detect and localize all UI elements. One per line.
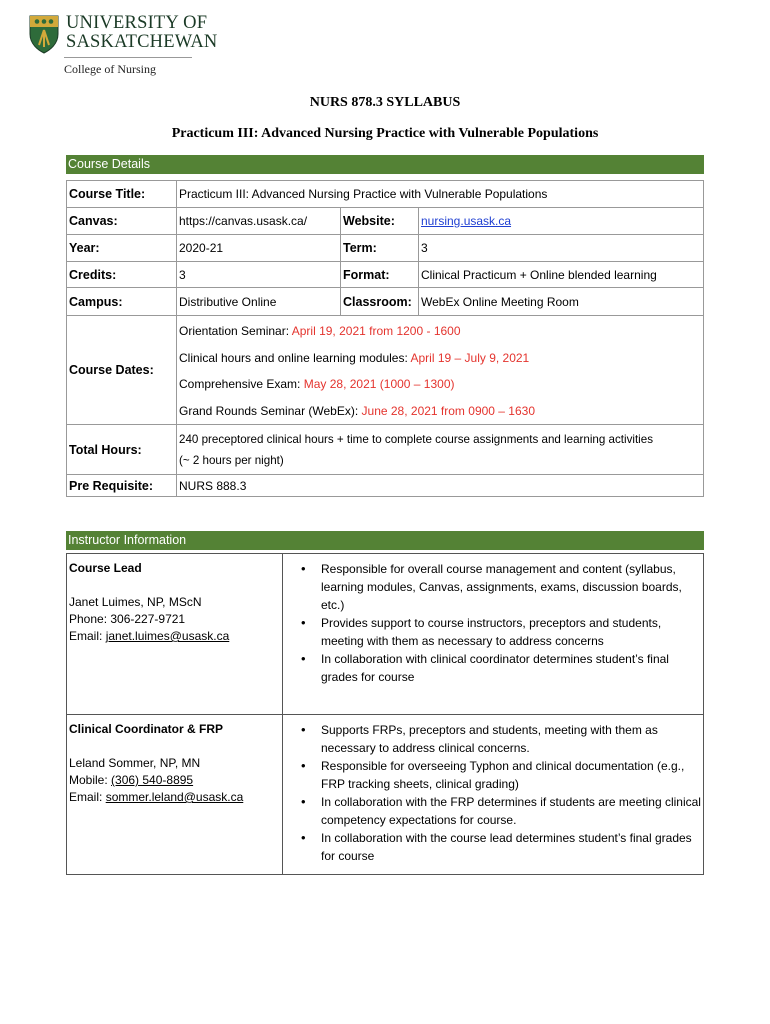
date-grand-rounds: Grand Rounds Seminar (WebEx): June 28, 2021 from 0900 – 1630 bbox=[179, 403, 535, 418]
label-canvas: Canvas: bbox=[67, 208, 177, 235]
value-course-dates bbox=[177, 316, 704, 425]
value-prerequisite: NURS 888.3 bbox=[177, 475, 704, 497]
course-lead-name: Janet Luimes, NP, MScN bbox=[69, 595, 202, 609]
label-classroom: Classroom: bbox=[341, 288, 419, 316]
coordinator-duties bbox=[283, 715, 704, 875]
list-item: • Supports FRPs, preceptors and students, meeting with them as necessary to address clinical concerns. bbox=[321, 721, 701, 757]
list-item: • Provides support to course instructors, preceptors and students, meeting with them as necessary to address concerns bbox=[321, 614, 701, 650]
value-total-hours bbox=[177, 425, 704, 475]
date-comprehensive-exam: Comprehensive Exam: May 28, 2021 (1000 – 1300) bbox=[179, 377, 455, 391]
value-canvas: https://canvas.usask.ca/ bbox=[177, 208, 341, 235]
coordinator-role: Clinical Coordinator & FRP bbox=[69, 722, 224, 736]
course-lead-phone: Phone: 306-227-9721 bbox=[69, 612, 186, 626]
date-orientation: Orientation Seminar: April 19, 2021 from 1200 - 1600 bbox=[179, 324, 461, 338]
row-canvas bbox=[67, 208, 704, 235]
row-total-hours bbox=[67, 425, 704, 475]
value-year: 2020-21 bbox=[177, 235, 341, 262]
total-hours-line2: (~ 2 hours per night) bbox=[179, 453, 284, 467]
value-credits: 3 bbox=[177, 262, 341, 288]
coordinator-phone-link[interactable]: (306) 540-8895 bbox=[111, 773, 194, 787]
label-format: Format: bbox=[341, 262, 419, 288]
course-lead-duties bbox=[283, 554, 704, 715]
label-total-hours: Total Hours: bbox=[67, 425, 177, 475]
label-year: Year: bbox=[67, 235, 177, 262]
value-classroom: WebEx Online Meeting Room bbox=[419, 288, 704, 316]
label-campus: Campus: bbox=[67, 288, 177, 316]
list-item: • Responsible for overall course management and content (syllabus, learning modules, Canvas, assignments, exams, discussion boards, etc.) bbox=[321, 560, 701, 614]
college-name: College of Nursing bbox=[64, 62, 156, 76]
list-item: • Responsible for overseeing Typhon and clinical documentation (e.g., FRP tracking sheets, clinical grading) bbox=[321, 757, 701, 793]
syllabus-title: NURS 878.3 SYLLABUS bbox=[309, 95, 461, 110]
coordinator-name: Leland Sommer, NP, MN bbox=[69, 756, 201, 770]
instructor-table bbox=[66, 553, 704, 875]
label-website: Website: bbox=[341, 208, 419, 235]
total-hours-line1: 240 preceptored clinical hours + time to complete course assignments and learning activities bbox=[179, 432, 653, 446]
label-credits: Credits: bbox=[67, 262, 177, 288]
row-campus bbox=[67, 288, 704, 316]
list-item: • In collaboration with the FRP determines if students are meeting clinical competency expectations for course. bbox=[321, 793, 701, 829]
website-link[interactable]: nursing.usask.ca bbox=[421, 214, 512, 228]
crest-icon bbox=[28, 14, 60, 54]
divider bbox=[64, 57, 192, 58]
date-clinical-hours: Clinical hours and online learning modules: April 19 – July 9, 2021 bbox=[179, 350, 530, 365]
label-term: Term: bbox=[341, 235, 419, 262]
course-lead-role: Course Lead bbox=[69, 561, 142, 575]
list-item: • In collaboration with clinical coordinator determines student’s final grades for course bbox=[321, 650, 701, 686]
row-clinical-coordinator bbox=[67, 715, 704, 875]
row-year bbox=[67, 235, 704, 262]
coordinator-email-line: Email: sommer.leland@usask.ca bbox=[69, 790, 244, 804]
label-course-dates: Course Dates: bbox=[67, 316, 177, 425]
value-term: 3 bbox=[419, 235, 704, 262]
coordinator-email-link[interactable]: sommer.leland@usask.ca bbox=[105, 790, 244, 804]
university-name bbox=[66, 14, 217, 52]
value-course-title: Practicum III: Advanced Nursing Practice with Vulnerable Populations bbox=[177, 181, 704, 208]
value-format: Clinical Practicum + Online blended learning bbox=[419, 262, 704, 288]
university-logo bbox=[28, 14, 228, 78]
row-credits bbox=[67, 262, 704, 288]
row-prerequisite bbox=[67, 475, 704, 497]
university-name-line2: SASKATCHEWAN bbox=[66, 32, 218, 52]
list-item: • In collaboration with the course lead determines student’s final grades for course bbox=[321, 829, 701, 865]
course-title-heading: Practicum III: Advanced Nursing Practice with Vulnerable Populations bbox=[171, 126, 599, 141]
course-lead-email-link[interactable]: janet.luimes@usask.ca bbox=[105, 629, 230, 643]
coordinator-contact bbox=[67, 715, 283, 875]
university-name-line1: UNIVERSITY OF bbox=[66, 13, 208, 33]
row-course-title bbox=[67, 181, 704, 208]
label-prerequisite: Pre Requisite: bbox=[67, 475, 177, 497]
course-details-table bbox=[66, 180, 704, 497]
row-course-lead bbox=[67, 554, 704, 715]
course-lead-email-line: Email: janet.luimes@usask.ca bbox=[69, 629, 230, 643]
course-details-header: Course Details bbox=[66, 155, 704, 174]
label-course-title: Course Title: bbox=[67, 181, 177, 208]
value-campus: Distributive Online bbox=[177, 288, 341, 316]
row-course-dates bbox=[67, 316, 704, 425]
course-lead-contact bbox=[67, 554, 283, 715]
coordinator-mobile-line: Mobile: (306) 540-8895 bbox=[69, 773, 194, 787]
instructor-info-header: Instructor Information bbox=[66, 531, 704, 550]
